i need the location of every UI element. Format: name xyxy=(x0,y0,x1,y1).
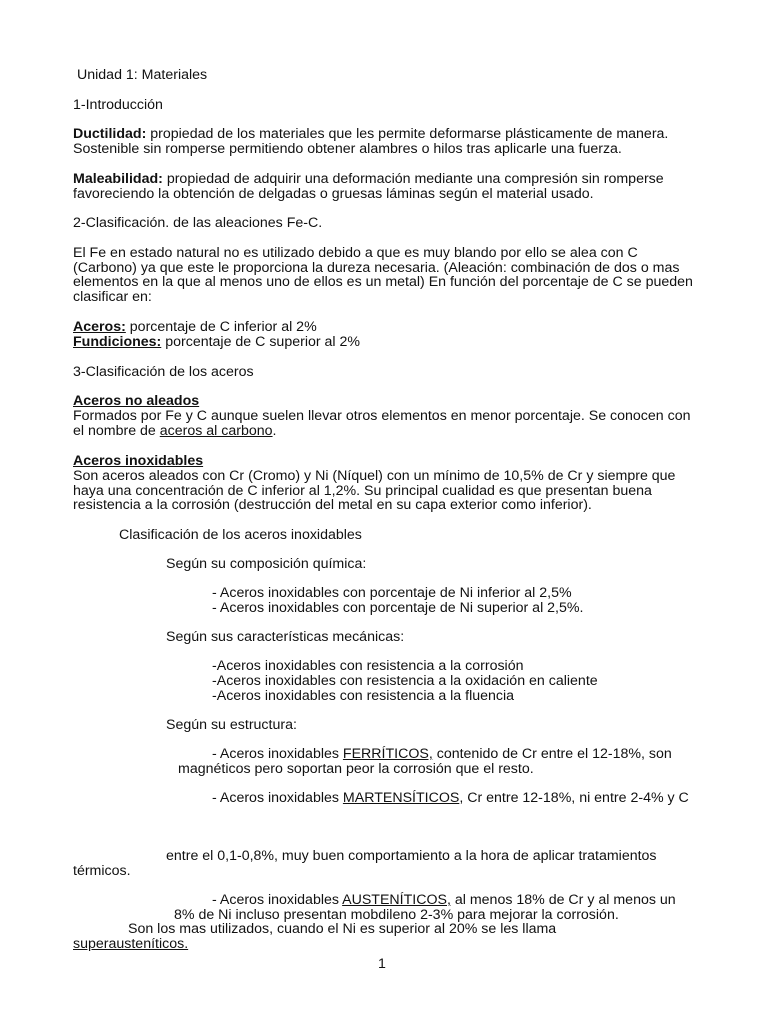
aceros-text: porcentaje de C inferior al 2% xyxy=(125,319,317,335)
austeniticos-prefix: - Aceros inoxidables xyxy=(212,892,343,908)
austeniticos-line-3: Son los mas utilizados, cuando el Ni es superior al 20% se les llama xyxy=(128,921,557,937)
martensiticos-line-2: entre el 0,1-0,8%, muy buen comportamiento a la hora de aplicar tratamientos xyxy=(166,848,657,864)
martensiticos-line-1 xyxy=(212,791,689,806)
austeniticos-line-2: 8% de Ni incluso presentan mobdileno 2-3% para mejorar la corrosión. xyxy=(174,907,619,923)
page-number: 1 xyxy=(378,956,386,972)
fundiciones-definition xyxy=(73,335,360,350)
no-aleados-line-1: Formados por Fe y C aunque suelen llevar otros elementos en menor porcentaje. Se conocen con xyxy=(73,408,691,424)
ferriticos-prefix: - Aceros inoxidables xyxy=(212,746,343,762)
inoxidables-heading: Aceros inoxidables xyxy=(73,453,204,469)
mecanicas-item-1: -Aceros inoxidables con resistencia a la corrosión xyxy=(212,658,524,674)
no-aleados-heading: Aceros no aleados xyxy=(73,393,200,409)
fundiciones-term: Fundiciones: xyxy=(73,334,162,350)
fe-paragraph-line-3: elementos en la que al menos uno de ellos es un metal) En función del porcentaje de C se pueden xyxy=(73,274,693,290)
section-2-heading: 2-Clasificación. de las aleaciones Fe-C. xyxy=(73,215,323,231)
fe-paragraph-line-1: El Fe en estado natural no es utilizado debido a que es muy blando por ello se alea con C xyxy=(73,245,638,261)
ductilidad-text: propiedad de los materiales que les permite deformarse plásticamente de manera. xyxy=(146,126,669,142)
inoxidables-line-1: Son aceros aleados con Cr (Cromo) y Ni (Níquel) con un mínimo de 10,5% de Cr y siempre que xyxy=(73,468,676,484)
mecanicas-heading: Según sus características mecánicas: xyxy=(166,629,405,645)
maleabilidad-term: Maleabilidad: xyxy=(73,171,163,187)
aceros-definition xyxy=(73,320,317,335)
mecanicas-item-2: -Aceros inoxidables con resistencia a la oxidación en caliente xyxy=(212,673,598,689)
inoxidables-line-2: haya una concentración de C inferior al 1,2%. Su principal cualidad es que presentan buena xyxy=(73,483,652,499)
mecanicas-item-3: -Aceros inoxidables con resistencia a la fluencia xyxy=(212,688,515,704)
ferriticos-line-2: magnéticos pero soportan peor la corrosión que el resto. xyxy=(178,761,534,777)
quimica-item-1: - Aceros inoxidables con porcentaje de Ni inferior al 2,5% xyxy=(212,585,572,601)
no-aleados-line-2-prefix: el nombre de xyxy=(73,423,160,439)
martensiticos-line-3: térmicos. xyxy=(73,863,131,879)
section-3-heading: 3-Clasificación de los aceros xyxy=(73,364,254,380)
estructura-heading: Según su estructura: xyxy=(166,717,297,733)
ferriticos-line-1 xyxy=(212,747,672,762)
fe-paragraph-line-4: clasificar en: xyxy=(73,289,152,305)
quimica-item-2: - Aceros inoxidables con porcentaje de Ni superior al 2,5%. xyxy=(212,600,584,616)
clasificacion-inoxidables-heading: Clasificación de los aceros inoxidables xyxy=(119,527,362,543)
ductilidad-line-2: Sostenible sin romperse permitiendo obtener alambres o hilos tras aplicarle una fuerza. xyxy=(73,141,622,157)
austeniticos-term: AUSTENÍTICOS, xyxy=(342,892,451,908)
ductilidad-term: Ductilidad: xyxy=(73,126,147,142)
maleabilidad-text: propiedad de adquirir una deformación mediante una compresión sin romperse xyxy=(162,171,664,187)
martensiticos-term: MARTENSÍTICOS xyxy=(342,790,460,806)
fe-paragraph-line-2: (Carbono) ya que este le proporciona la dureza necesaria. (Aleación: combinación de dos o mas xyxy=(73,260,680,276)
no-aleados-line-2 xyxy=(73,424,277,439)
quimica-heading: Según su composición química: xyxy=(166,556,367,572)
fundiciones-text: porcentaje de C superior al 2% xyxy=(161,334,361,350)
maleabilidad-line-1 xyxy=(73,172,664,187)
ferriticos-term: FERRÍTICOS, xyxy=(342,746,433,762)
section-1-heading: 1-Introducción xyxy=(73,97,163,113)
unit-title: Unidad 1: Materiales xyxy=(77,67,208,83)
aceros-al-carbono-term: aceros al carbono xyxy=(159,423,273,439)
no-aleados-line-2-suffix: . xyxy=(272,423,277,439)
martensiticos-suffix: , Cr entre 12-18%, ni entre 2-4% y C xyxy=(459,790,689,806)
maleabilidad-line-2: favoreciendo la obtención de delgadas o gruesas láminas según el material usado. xyxy=(73,186,594,202)
inoxidables-line-3: resistencia a la corrosión (destrucción del metal en su capa exterior como inferior). xyxy=(73,497,592,513)
aceros-term: Aceros: xyxy=(73,319,126,335)
ferriticos-suffix: contenido de Cr entre el 12-18%, son xyxy=(432,746,672,762)
austeniticos-suffix: al menos 18% de Cr y al menos un xyxy=(450,892,676,908)
martensiticos-prefix: - Aceros inoxidables xyxy=(212,790,343,806)
superausteniticos-term: superausteníticos. xyxy=(73,936,189,952)
ductilidad-line-1 xyxy=(73,127,668,142)
austeniticos-line-1 xyxy=(212,893,676,908)
